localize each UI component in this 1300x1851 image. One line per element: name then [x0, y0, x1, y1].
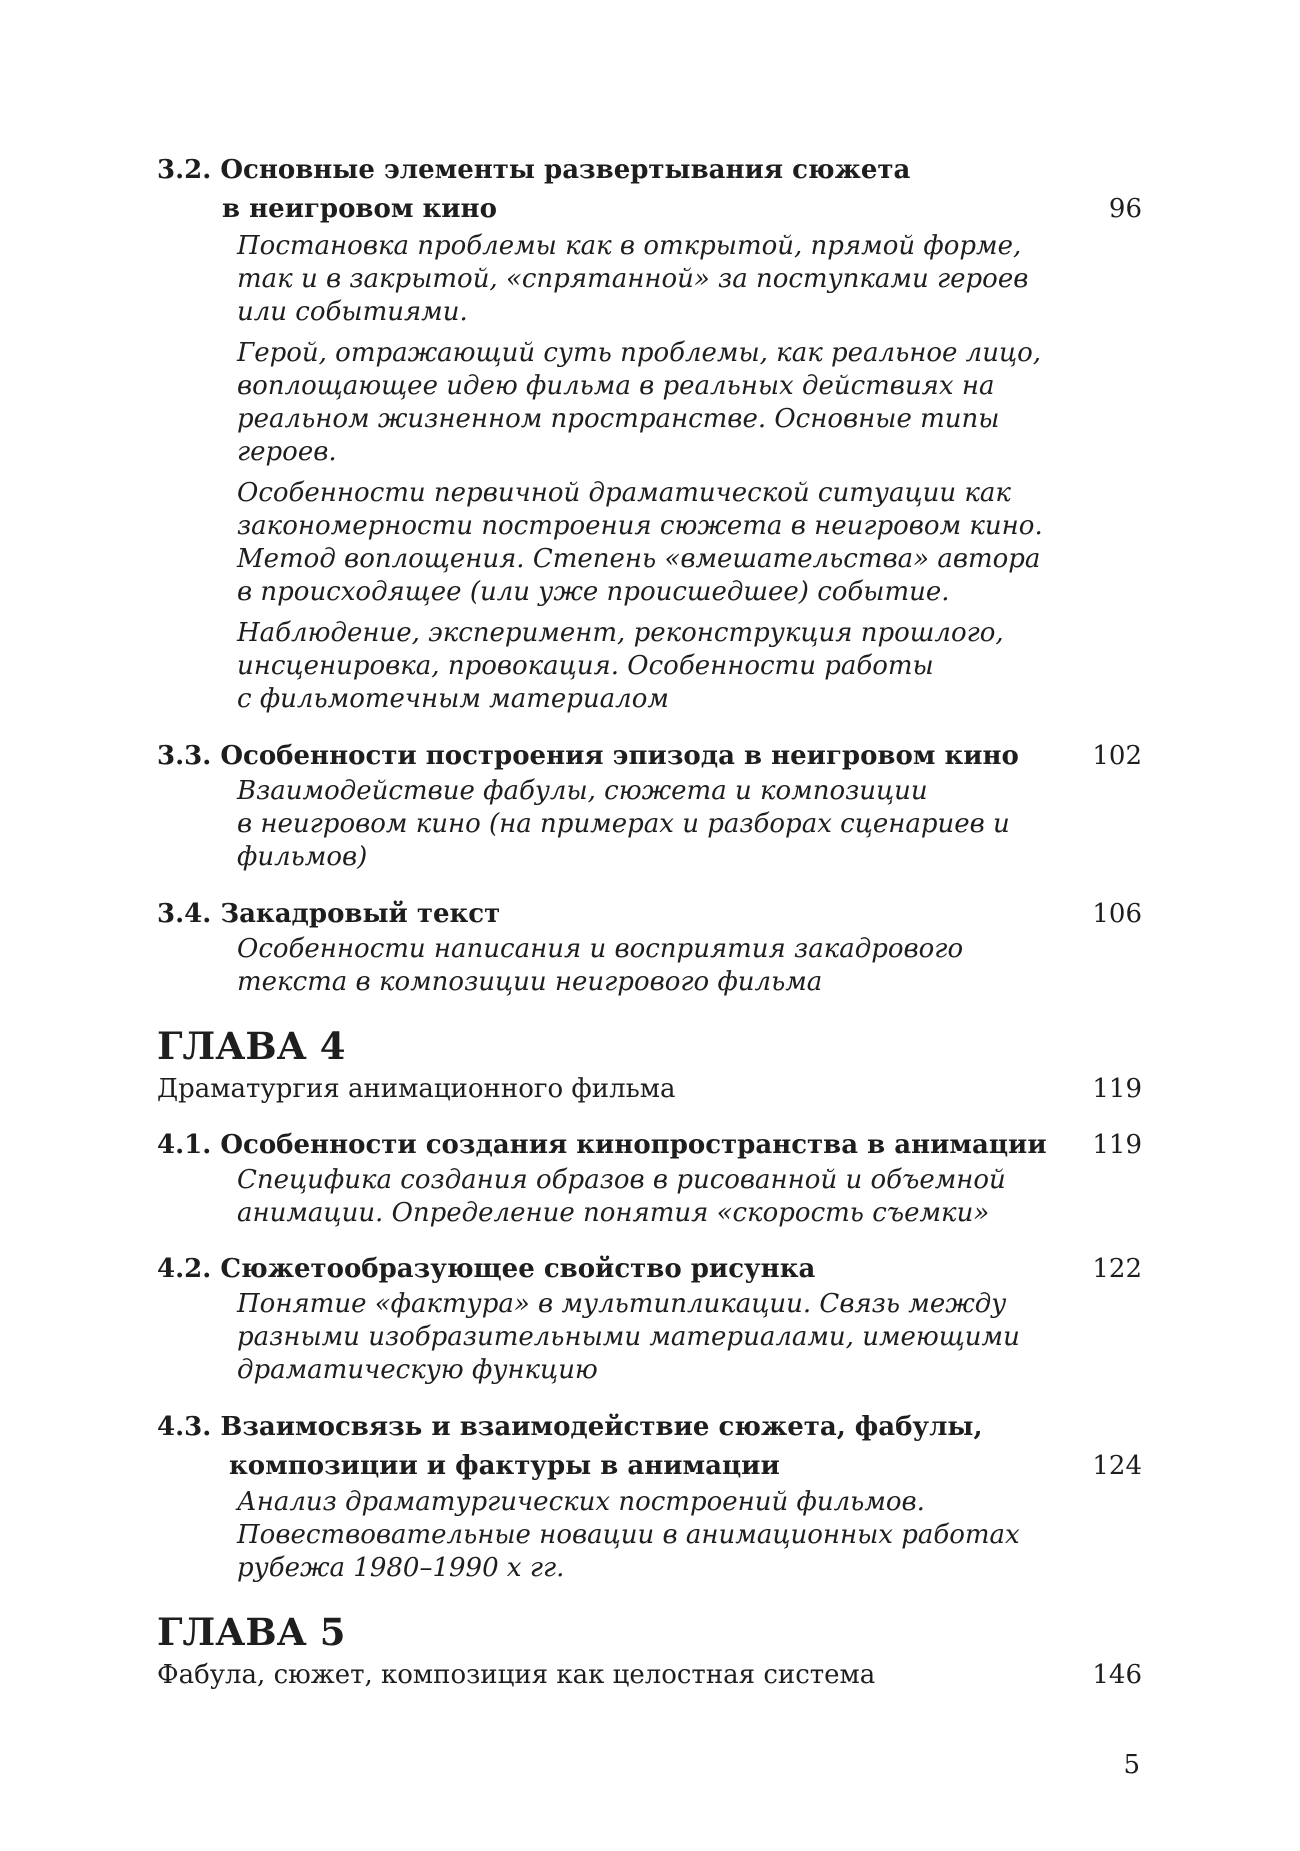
toc-description: Особенности написания и восприятия закадрового	[237, 934, 964, 964]
toc-description: Понятие «фактура» в мультипликации. Связь между	[237, 1289, 1007, 1319]
chapter-title: Драматургия анимационного фильма	[157, 1074, 676, 1104]
toc-description: воплощающее идею фильма в реальных действиях на	[237, 371, 995, 401]
toc-description: анимации. Определение понятия «скорость съемки»	[237, 1198, 990, 1228]
toc-description: так и в закрытой, «спрятанной» за поступками героев	[237, 264, 1029, 294]
toc-entry-title: 4.2. Сюжетообразующее свойство рисунка	[157, 1254, 816, 1284]
toc-page-number: 122	[1092, 1254, 1142, 1284]
page-folio: 5	[1123, 1750, 1140, 1780]
toc-description: в неигровом кино (на примерах и разборах сценариев и	[237, 809, 1010, 839]
toc-page-number: 119	[1092, 1130, 1142, 1160]
toc-description: Метод воплощения. Степень «вмешательства» автора	[237, 544, 1041, 574]
toc-description: Специфика создания образов в рисованной и объемной	[237, 1165, 1006, 1195]
toc-description: с фильмотечным материалом	[237, 684, 669, 714]
toc-description: разными изобразительными материалами, имеющими	[237, 1322, 1020, 1352]
toc-description: Повествовательные новации в анимационных работах	[237, 1520, 1020, 1550]
toc-entry-title: 3.4. Закадровый текст	[157, 899, 501, 929]
toc-description: реальном жизненном пространстве. Основные типы	[237, 404, 1000, 434]
toc-description: Постановка проблемы как в открытой, прямой форме,	[237, 231, 1022, 261]
toc-description: Анализ драматургических построений фильмов.	[237, 1487, 925, 1517]
toc-description: текста в композиции неигрового фильма	[237, 967, 823, 997]
toc-page-number: 106	[1092, 899, 1142, 929]
toc-description: рубежа 1980–1990 х гг.	[237, 1553, 565, 1583]
toc-description: фильмов)	[237, 842, 368, 872]
toc-description: драматическую функцию	[237, 1355, 598, 1385]
toc-description: или событиями.	[237, 297, 468, 327]
toc-page-number: 102	[1092, 741, 1142, 771]
toc-description: инсценировка, провокация. Особенности работы	[237, 651, 934, 681]
toc-entry-title: 3.3. Особенности построения эпизода в неигровом кино	[157, 741, 1019, 771]
toc-page-number: 119	[1092, 1074, 1142, 1104]
toc-page-number: 124	[1092, 1451, 1142, 1481]
chapter-title: Фабула, сюжет, композиция как целостная система	[157, 1660, 876, 1690]
toc-page-number: 146	[1092, 1660, 1142, 1690]
toc-entry-title: композиции и фактуры в анимации	[229, 1451, 780, 1481]
toc-entry-title: 4.1. Особенности создания кинопространства в анимации	[157, 1130, 1047, 1160]
toc-description: закономерности построения сюжета в неигровом кино.	[237, 511, 1043, 541]
chapter-heading: ГЛАВА 4	[157, 1024, 346, 1068]
toc-description: в происходящее (или уже происшедшее) событие.	[237, 577, 950, 607]
toc-page-number: 96	[1108, 194, 1142, 224]
toc-entry-title: 4.3. Взаимосвязь и взаимодействие сюжета, фабулы,	[157, 1412, 983, 1442]
toc-description: героев.	[237, 437, 337, 467]
toc-entry-title: в неигровом кино	[222, 194, 497, 224]
chapter-heading: ГЛАВА 5	[157, 1610, 346, 1654]
toc-description: Герой, отражающий суть проблемы, как реальное лицо,	[237, 338, 1042, 368]
toc-entry-title: 3.2. Основные элементы развертывания сюжета	[157, 155, 911, 185]
toc-description: Особенности первичной драматической ситуации как	[237, 478, 1011, 508]
toc-description: Наблюдение, эксперимент, реконструкция прошлого,	[237, 618, 1004, 648]
toc-description: Взаимодействие фабулы, сюжета и композиции	[237, 776, 928, 806]
